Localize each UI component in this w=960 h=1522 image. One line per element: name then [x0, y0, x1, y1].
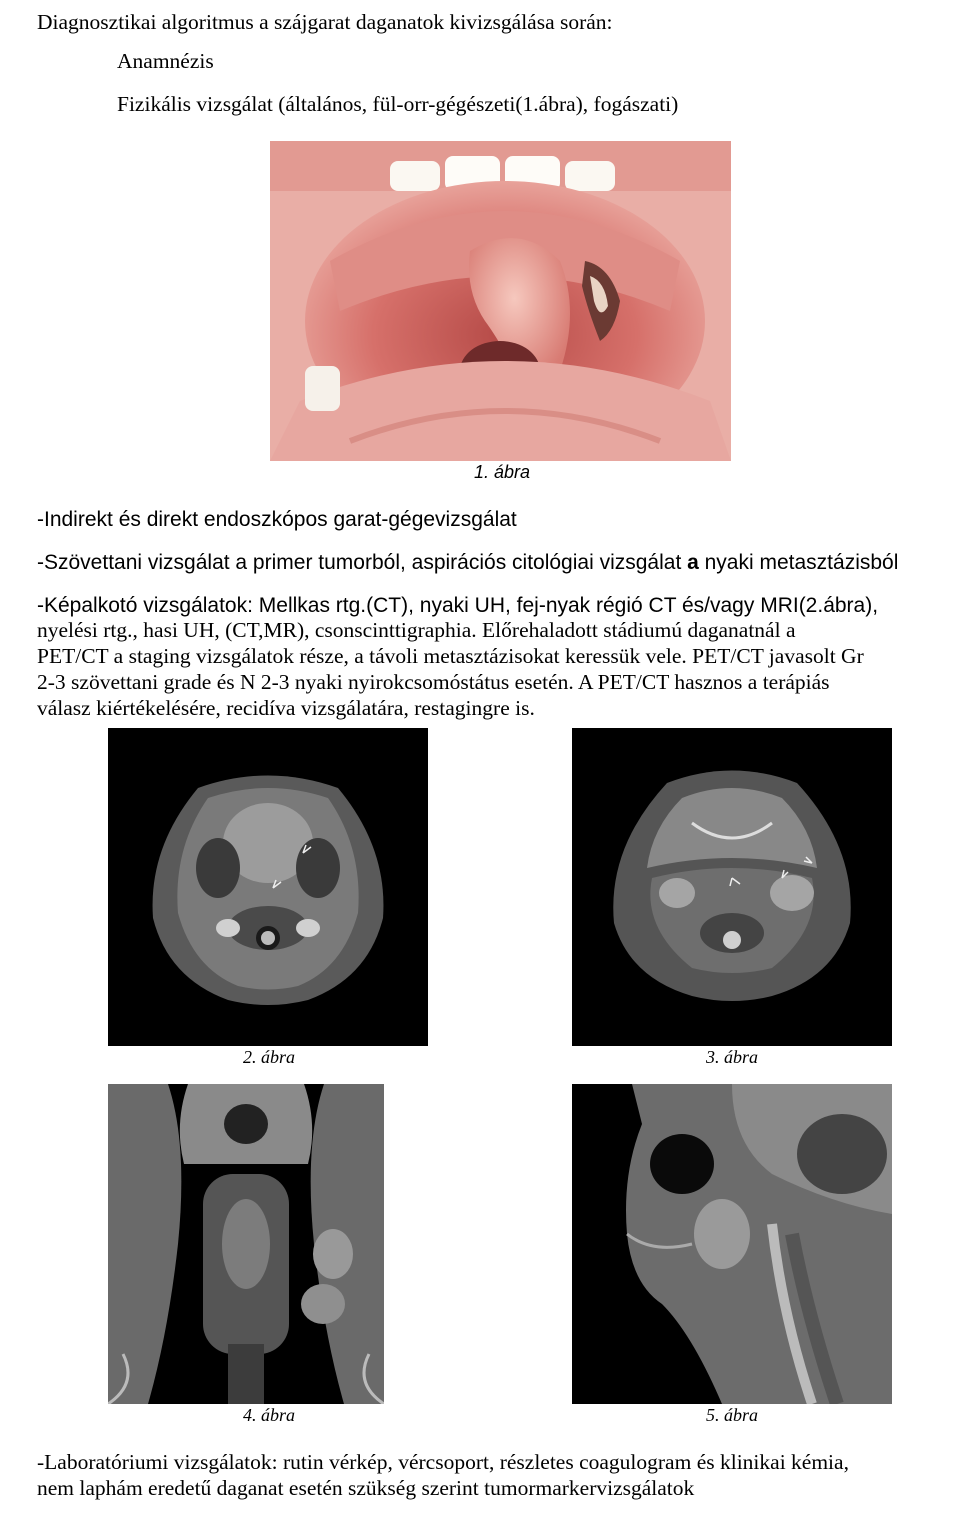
- figure-4-coronal-mri: [108, 1084, 384, 1404]
- paragraph-imaging-line-2: nyelési rtg., hasi UH, (CT,MR), csonscinttigraphia. Előrehaladott stádiumú daganatnál a: [37, 618, 796, 642]
- paragraph-imaging-line-3: PET/CT a staging vizsgálatok része, a távoli metasztázisokat keressük vele. PET/CT javasolt Gr: [37, 644, 864, 668]
- figure-2-axial-mri: [108, 728, 428, 1046]
- histology-text-post: nyaki metasztázisból: [698, 551, 899, 574]
- paragraph-lab-line-2: nem laphám eredetű daganat esetén szükség szerint tumormarkervizsgálatok: [37, 1476, 695, 1500]
- paragraph-imaging-line-1: -Képalkotó vizsgálatok: Mellkas rtg.(CT), nyaki UH, fej-nyak régió CT és/vagy MRI(2.ábra),: [37, 594, 879, 617]
- page-heading: Diagnosztikai algoritmus a szájgarat daganatok kivizsgálása során:: [37, 10, 613, 34]
- histology-text-bold: a: [687, 551, 699, 574]
- paragraph-lab-line-1: -Laboratóriumi vizsgálatok: rutin vérkép, vércsoport, részletes coagulogram és klinikai kémia,: [37, 1450, 849, 1474]
- paragraph-imaging-line-5: válasz kiértékelésére, recidíva vizsgálatára, restagingre is.: [37, 696, 535, 720]
- figure-3-caption: 3. ábra: [706, 1047, 759, 1067]
- item-physical-exam: Fizikális vizsgálat (általános, fül-orr-gégészeti(1.ábra), fogászati): [117, 92, 679, 116]
- figure-2-caption: 2. ábra: [243, 1047, 296, 1067]
- histology-text-pre: -Szövettani vizsgálat a primer tumorból, aspirációs citológiai vizsgálat: [37, 551, 688, 574]
- figure-5-sagittal-mri: [572, 1084, 892, 1404]
- figure-1-caption: 1. ábra: [474, 462, 531, 482]
- figure-3-axial-mri: [572, 728, 892, 1046]
- paragraph-endoscopy: -Indirekt és direkt endoszkópos garat-gégevizsgálat: [37, 508, 517, 531]
- paragraph-histology: [37, 550, 898, 576]
- paragraph-imaging-line-4: 2-3 szövettani grade és N 2-3 nyaki nyirokcsomóstátus esetén. A PET/CT hasznos a terápiás: [37, 670, 830, 694]
- figure-1-oropharynx-photo: [270, 141, 731, 461]
- item-anamnesis: Anamnézis: [117, 49, 214, 73]
- figure-5-caption: 5. ábra: [706, 1405, 759, 1425]
- figure-4-caption: 4. ábra: [243, 1405, 296, 1425]
